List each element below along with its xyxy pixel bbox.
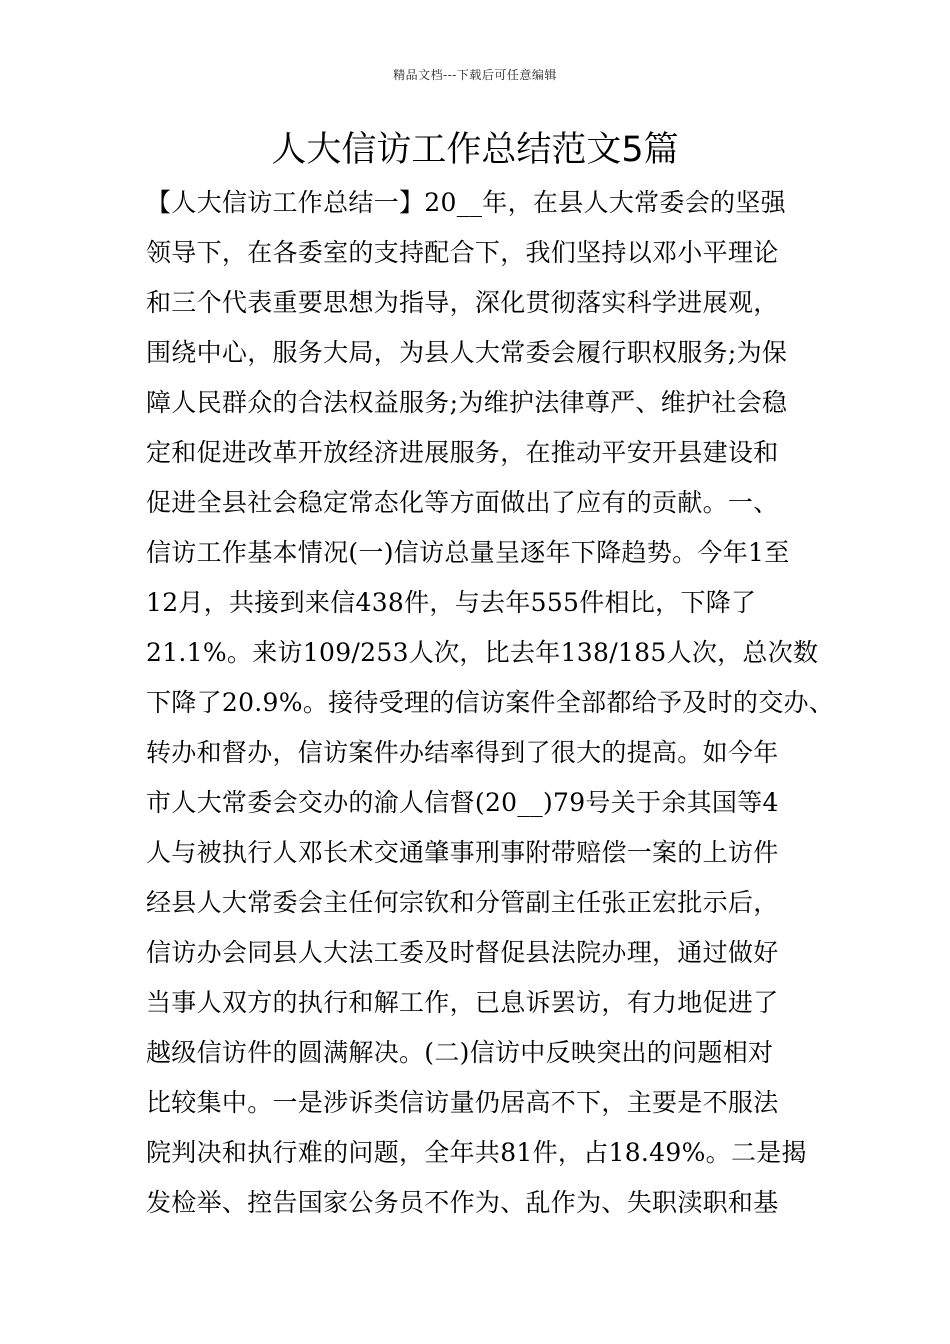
body-line: 信访工作基本情况(一)信访总量呈逐年下降趋势。今年1至 [146,538,790,567]
body-line: 和三个代表重要思想为指导，深化贯彻落实科学进展观， [146,288,779,317]
body-line: 经县人大常委会主任何宗钦和分管副主任张正宏批示后， [146,888,779,917]
body-line: 围绕中心，服务大局，为县人大常委会履行职权服务;为保 [146,338,788,367]
body-line: 定和促进改革开放经济进展服务，在推动平安开县建设和 [146,438,779,467]
body-line: 转办和督办，信访案件办结率得到了很大的提高。如今年 [146,738,779,767]
body-line: 信访办会同县人大法工委及时督促县法院办理，通过做好 [146,938,779,967]
body-line: 下降了20.9%。接待受理的信访案件全部都给予及时的交办、 [146,688,835,717]
body-line: 院判决和执行难的问题，全年共81件，占18.49%。二是揭 [146,1138,807,1167]
body-line: 21.1%。来访109/253人次，比去年138/185人次，总次数 [146,638,819,667]
body-line: 当事人双方的执行和解工作，已息诉罢访，有力地促进了 [146,988,779,1017]
body-line: 比较集中。一是涉诉类信访量仍居高不下，主要是不服法 [146,1088,779,1117]
body-line: 市人大常委会交办的渝人信督(20__)79号关于余其国等4 [146,788,779,817]
body-line: 障人民群众的合法权益服务;为维护法律尊严、维护社会稳 [146,388,788,417]
body-line: 人与被执行人邓长术交通肇事刑事附带赔偿一案的上访件 [146,838,779,867]
body-text [146,178,835,1228]
body-line: 【人大信访工作总结一】20__年，在县人大常委会的坚强 [146,188,786,217]
body-line: 发检举、控告国家公务员不作为、乱作为、失职渎职和基 [146,1188,779,1217]
body-line: 促进全县社会稳定常态化等方面做出了应有的贡献。一、 [146,488,779,517]
header-note: 精品文档---下载后可任意编辑 [393,68,557,82]
body-line: 领导下，在各委室的支持配合下，我们坚持以邓小平理论 [146,238,779,267]
body-line: 越级信访件的圆满解决。(二)信访中反映突出的问题相对 [146,1038,774,1067]
body-line: 12月，共接到来信438件，与去年555件相比，下降了 [146,588,757,617]
page-title: 人大信访工作总结范文5篇 [271,130,679,170]
